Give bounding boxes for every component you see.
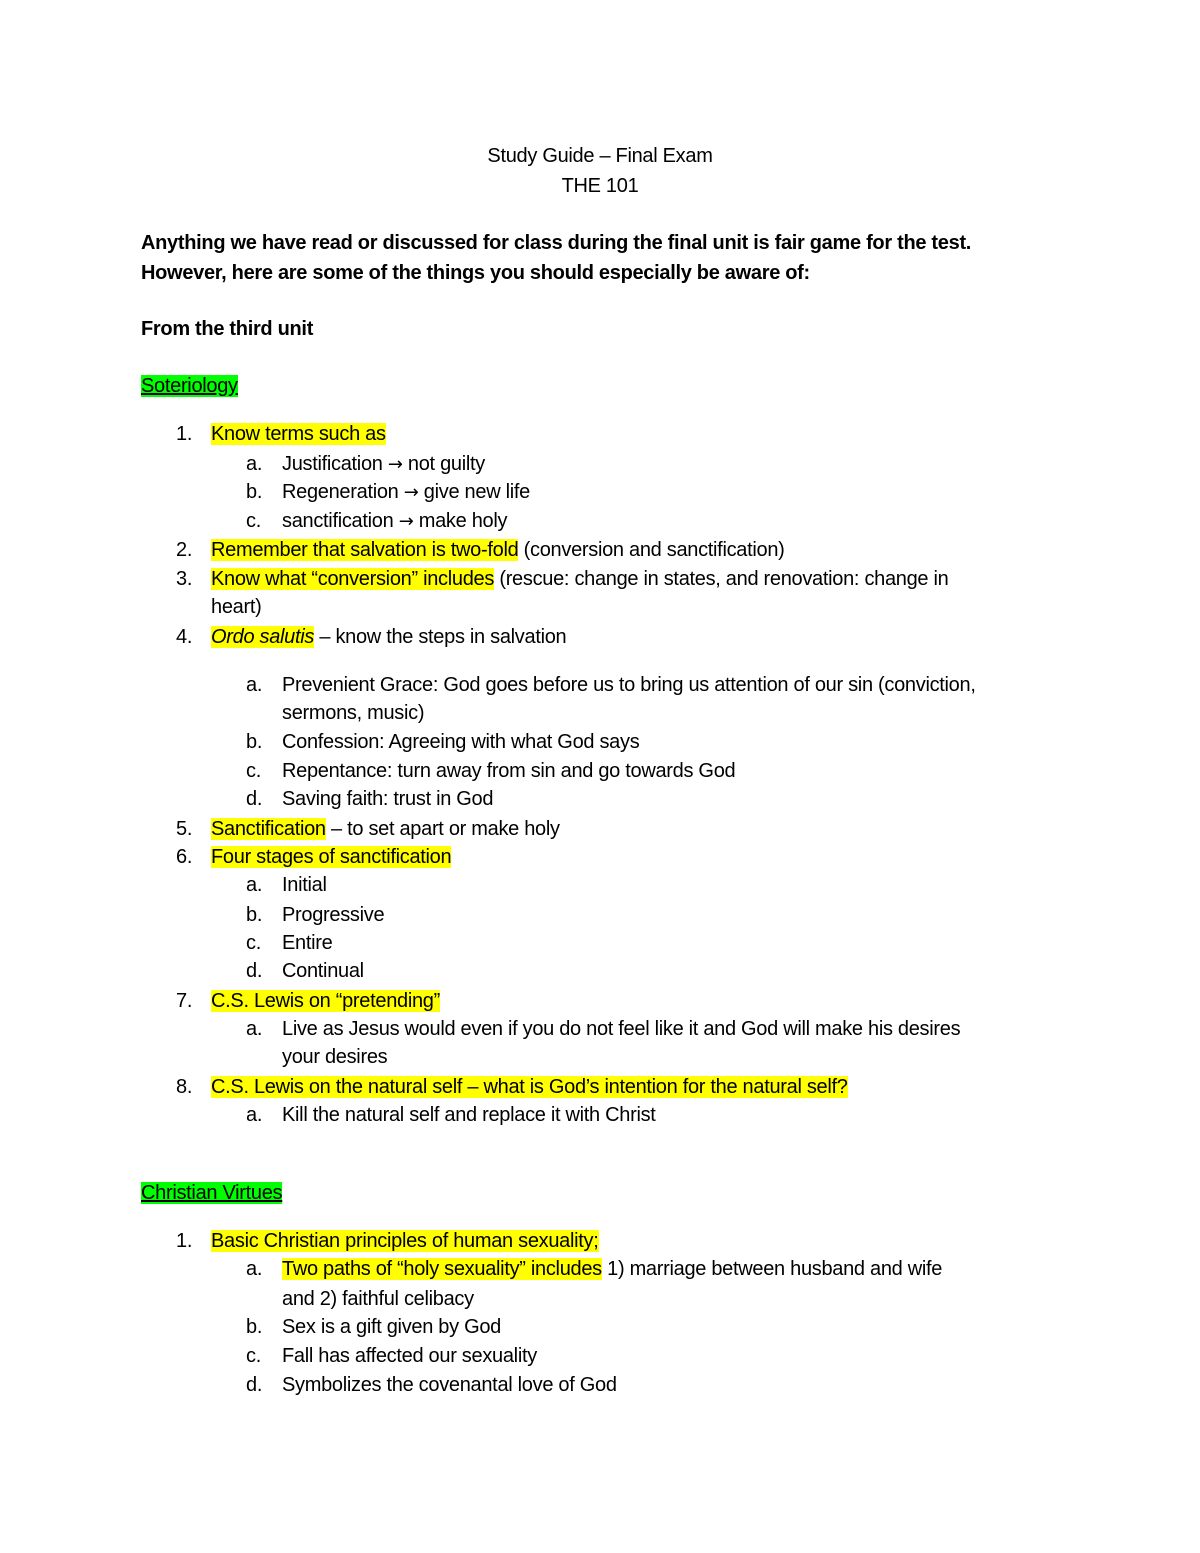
list-item-1b-def: give new life [418,481,530,503]
list-item-5 [211,815,560,843]
page-title: Study Guide – Final Exam [487,145,713,167]
virtues-item-1d: Symbolizes the covenantal love of God [282,1374,617,1396]
list-item-4-highlight [211,626,314,648]
list-item-6 [211,843,451,871]
list-item-5-rest: – to set apart or make holy [325,818,560,840]
list-item-7-number: 7. [176,990,193,1012]
list-item-2-rest: (conversion and sanctification) [518,539,785,561]
list-item-1a [282,450,485,479]
unit-heading: From the third unit [141,318,314,340]
list-item-3-highlight: Know what “conversion” includes [211,568,495,590]
course-code: THE 101 [561,175,639,197]
virtues-item-1c: Fall has affected our sexuality [282,1345,537,1367]
list-item-8a: Kill the natural self and replace it with Christ [282,1104,656,1126]
list-item-4-rest: – know the steps in salvation [314,626,567,648]
list-item-1c-term: sanctification [282,510,399,532]
soteriology-heading-text: Soteriology [141,375,238,397]
list-item-6d-letter: d. [246,960,263,982]
list-item-2-number: 2. [176,539,193,561]
list-item-4-number: 4. [176,626,193,648]
list-item-6d: Continual [282,960,364,982]
intro-line-2: However, here are some of the things you should especially be aware of: [141,262,810,284]
list-item-3-number: 3. [176,568,193,590]
list-item-7a: Live as Jesus would even if you do not feel like it and God will make his desires [282,1018,961,1040]
virtues-item-1-number: 1. [176,1230,193,1252]
list-item-2 [211,536,785,564]
list-item-8-highlight: C.S. Lewis on the natural self – what is God’s intention for the natural self? [211,1076,848,1098]
list-item-2-highlight: Remember that salvation is two-fold [211,539,519,561]
list-item-8 [211,1073,848,1101]
list-item-7a-letter: a. [246,1018,263,1040]
list-item-5-number: 5. [176,818,193,840]
list-item-4b: Confession: Agreeing with what God says [282,731,640,753]
virtues-item-1-highlight: Basic Christian principles of human sexuality; [211,1230,599,1252]
list-item-4b-letter: b. [246,731,263,753]
section-heading-soteriology [141,372,238,400]
list-item-6-number: 6. [176,846,193,868]
list-item-8-number: 8. [176,1076,193,1098]
list-item-1a-letter: a. [246,453,263,475]
list-item-1c [282,507,507,536]
list-item-4a: Prevenient Grace: God goes before us to bring us attention of our sin (conviction, [282,674,976,696]
list-item-1-highlight: Know terms such as [211,423,386,445]
list-item-4d-letter: d. [246,788,263,810]
list-item-6a-letter: a. [246,874,263,896]
list-item-1c-def: make holy [413,510,508,532]
list-item-7-highlight: C.S. Lewis on “pretending” [211,990,440,1012]
list-item-1b [282,478,530,507]
list-item-8a-letter: a. [246,1104,263,1126]
list-item-1a-def: not guilty [402,453,485,475]
list-item-1c-letter: c. [246,510,261,532]
right-arrow-icon: → [398,511,414,532]
list-item-4a-letter: a. [246,674,263,696]
list-item-1b-term: Regeneration [282,481,404,503]
list-item-6c: Entire [282,932,333,954]
list-item-4c-letter: c. [246,760,261,782]
list-item-4d: Saving faith: trust in God [282,788,494,810]
list-item-6-highlight: Four stages of sanctification [211,846,452,868]
virtues-item-1a [282,1255,942,1283]
virtues-heading-text: Christian Virtues [141,1182,283,1204]
virtues-item-1 [211,1227,599,1255]
list-item-3 [211,565,948,593]
list-item-7 [211,987,440,1015]
list-item-6a: Initial [282,874,327,896]
section-heading-virtues [141,1179,282,1207]
right-arrow-icon: → [403,482,419,503]
intro-line-1: Anything we have read or discussed for class during the final unit is fair game for the test. [141,232,972,254]
list-item-4-italic: Ordo salutis [211,626,315,648]
list-item-7a-continuation: your desires [282,1046,388,1068]
list-item-6b: Progressive [282,904,385,926]
virtues-item-1a-letter: a. [246,1258,263,1280]
virtues-item-1c-letter: c. [246,1345,261,1367]
virtues-item-1a-highlight: Two paths of “holy sexuality” includes [282,1258,602,1280]
virtues-item-1b-letter: b. [246,1316,263,1338]
list-item-5-highlight: Sanctification [211,818,326,840]
virtues-item-1b: Sex is a gift given by God [282,1316,501,1338]
list-item-4a-continuation: sermons, music) [282,702,425,724]
list-item-3-continuation: heart) [211,596,262,618]
virtues-item-1d-letter: d. [246,1374,263,1396]
list-item-1-number: 1. [176,423,193,445]
list-item-3-rest: (rescue: change in states, and renovation: change in [494,568,949,590]
list-item-1 [211,420,386,448]
list-item-1a-term: Justification [282,453,388,475]
virtues-item-1a-continuation: and 2) faithful celibacy [282,1288,474,1310]
list-item-4c: Repentance: turn away from sin and go towards God [282,760,736,782]
list-item-1b-letter: b. [246,481,263,503]
virtues-item-1a-rest: 1) marriage between husband and wife [601,1258,943,1280]
list-item-6b-letter: b. [246,904,263,926]
list-item-6c-letter: c. [246,932,261,954]
right-arrow-icon: → [387,454,403,475]
list-item-4 [211,623,566,651]
